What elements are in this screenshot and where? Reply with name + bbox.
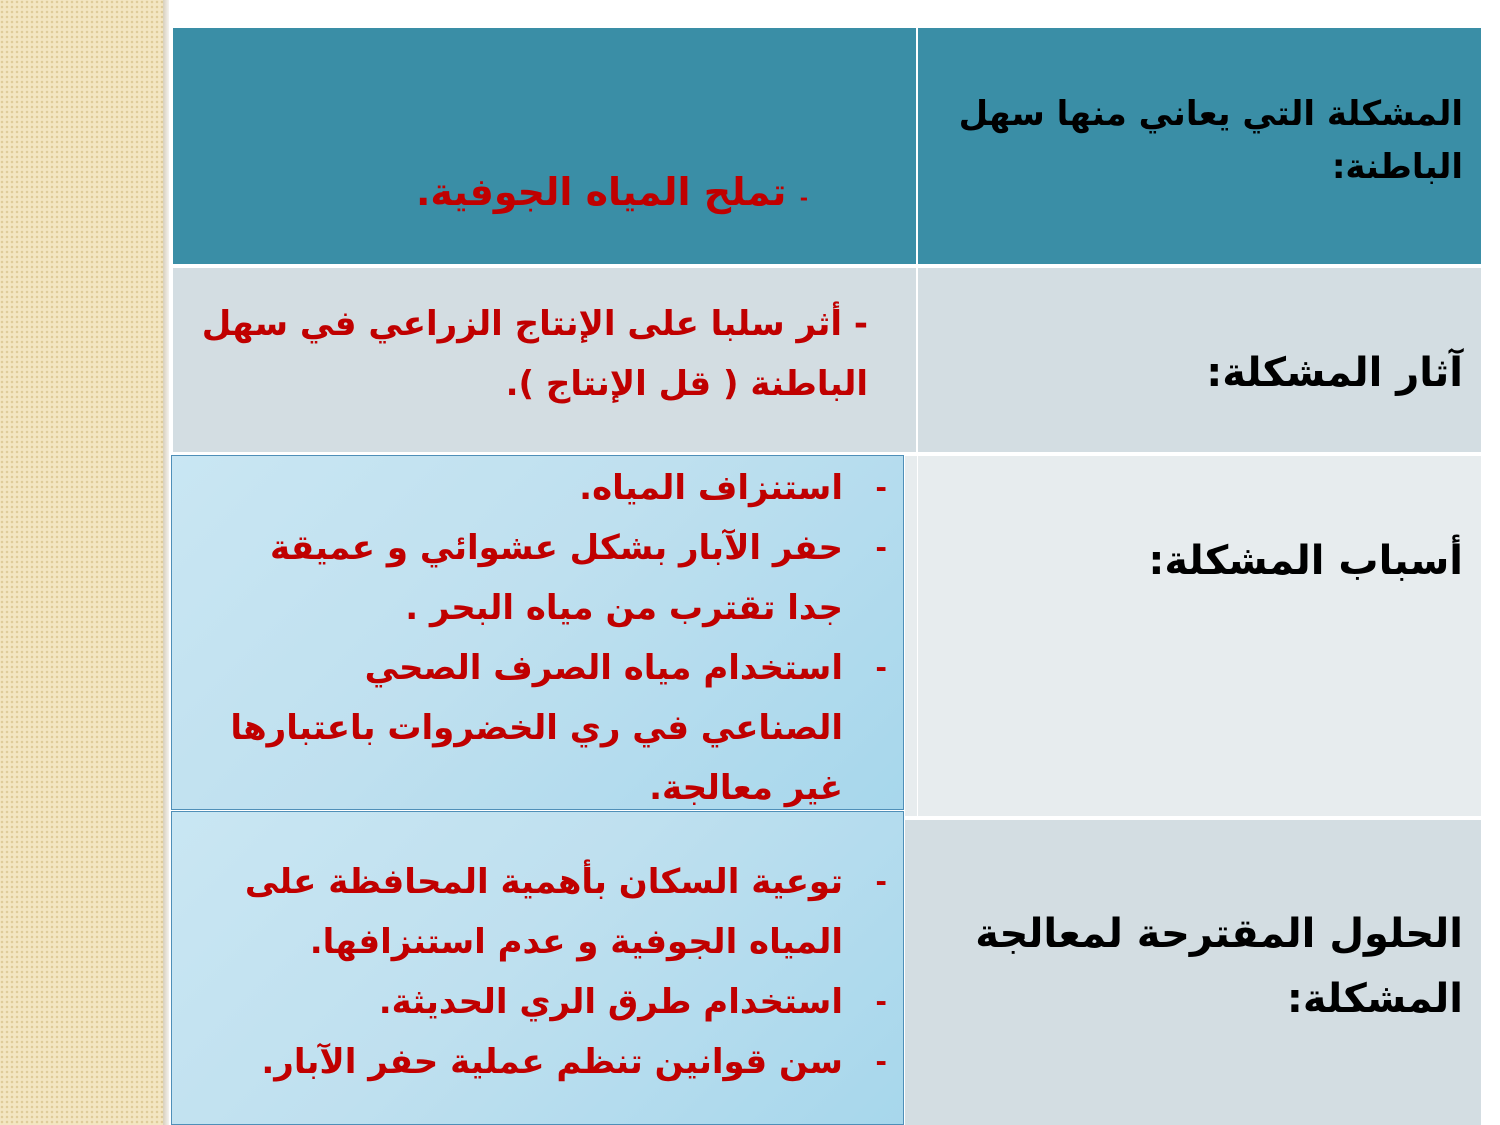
causes-text-box — [171, 455, 904, 810]
causes-label-cell — [918, 456, 1481, 816]
problem-value-cell — [173, 28, 916, 264]
effects-value: - أثر سلبا على الإنتاج الزراعي في سهل الباطنة ( قل الإنتاج ). — [201, 304, 868, 404]
solutions-list-item: - استخدام طرق الري الحديثة. — [212, 972, 887, 1032]
causes-list — [212, 458, 887, 818]
solutions-label: الحلول المقترحة لمعالجة المشكلة: — [975, 911, 1463, 1022]
decorative-side-strip — [0, 0, 163, 1125]
problem-value: تملح المياه الجوفية. — [415, 170, 787, 214]
causes-list-item: - حفر الآبار بشكل عشوائي و عميقة جدا تقترب من مياه البحر . — [212, 518, 887, 638]
strip-shadow — [163, 0, 169, 1125]
solutions-label-cell — [905, 820, 1481, 1125]
causes-gap-fill — [905, 456, 917, 816]
problem-label: المشكلة التي يعاني منها سهل الباطنة: — [958, 94, 1463, 187]
solutions-list-item: - توعية السكان بأهمية المحافظة على المياه الجوفية و عدم استنزافها. — [212, 852, 887, 972]
solutions-list — [212, 852, 887, 1092]
causes-label: أسباب المشكلة: — [1148, 538, 1463, 584]
effects-label: آثار المشكلة: — [1206, 350, 1463, 396]
problem-label-cell — [918, 28, 1481, 264]
solutions-text-box — [171, 811, 904, 1125]
causes-list-item: - استنزاف المياه. — [212, 458, 887, 518]
solutions-list-item: - سن قوانين تنظم عملية حفر الآبار. — [212, 1032, 887, 1092]
effects-label-cell — [918, 268, 1481, 452]
problem-value-dash: - — [799, 186, 808, 210]
causes-list-item: - استخدام مياه الصرف الصحي الصناعي في ري الخضروات باعتبارها غير معالجة. — [212, 638, 887, 818]
effects-value-cell — [173, 268, 916, 452]
